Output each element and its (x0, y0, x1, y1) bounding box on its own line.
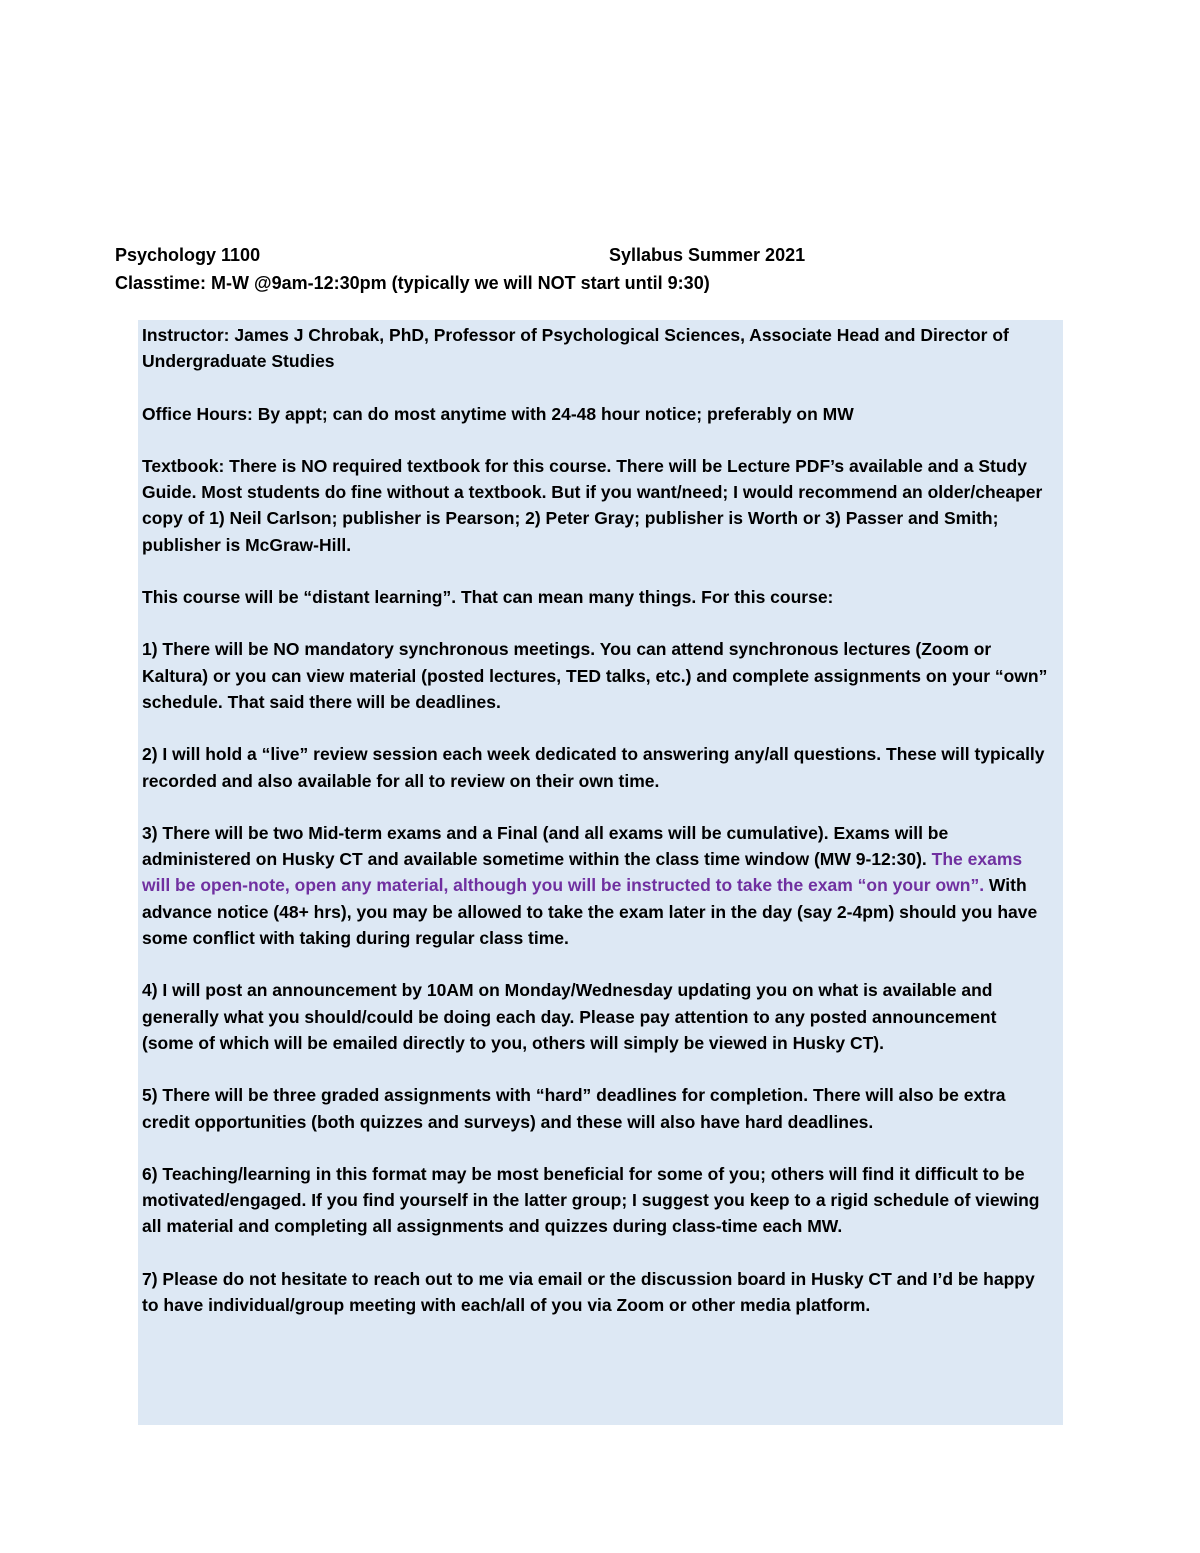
document-header (115, 241, 1065, 297)
policy-item-7: 7) Please do not hesitate to reach out to me via email or the discussion board in Husky CT and I’d be happy to have individual/group meeting with each/all of you via Zoom or other media platform. (142, 1268, 1035, 1316)
header-top-row (115, 241, 1065, 269)
policy-item-4: 4) I will post an announcement by 10AM on Monday/Wednesday updating you on what is available and generally what you should/could be doing each day. Please pay attention to any posted announcement (some of which will be emailed directly to you, others will simply be viewed in Husky CT). (142, 980, 997, 1053)
policy-item-3-text-end: With advance notice (48+ hrs), you may be allowed to take the exam later in the day (say 2-4pm) should you have some conflict with taking during regular class time. (142, 875, 1038, 949)
textbook-paragraph: Textbook: There is NO required textbook for this course. There will be Lecture PDF’s available and a Study Guide. Most students do fine without a textbook. But if you want/need; I would recommend an older/cheaper copy of 1) Neil Carlson; publisher is Pearson; 2) Peter Gray; publisher is Worth or 3) Passer and Smith; publisher is McGraw-Hill. (142, 455, 1043, 555)
syllabus-term: Syllabus Summer 2021 (609, 245, 806, 265)
open-note-exam-notice: The exams will be open-note, open any material, although you will be instructed to take the exam “on your own”. (142, 849, 1023, 896)
policy-item-3-text-start: 3) There will be two Mid-term exams and a Final (and all exams will be cumulative). Exams will be administered on Husky CT and available sometime within the class time window (MW 9-12:30). (142, 822, 949, 870)
course-title: Psychology 1100 (115, 245, 261, 265)
policy-item-2: 2) I will hold a “live” review session each week dedicated to answering any/all questions. These will typically recorded and also available for all to review on their own time. (142, 744, 1045, 791)
office-hours-paragraph: Office Hours: By appt; can do most anytime with 24-48 hour notice; preferably on MW (142, 403, 854, 424)
distance-learning-intro: This course will be “distant learning”. That can mean many things. For this course: (142, 587, 834, 608)
instructor-paragraph: Instructor: James J Chrobak, PhD, Professor of Psychological Sciences, Associate Head and Director of Undergraduate Studies (142, 325, 1009, 372)
policy-item-3 (142, 820, 1049, 951)
policy-item-1: 1) There will be NO mandatory synchronous meetings. You can attend synchronous lectures (Zoom or Kaltura) or you can view material (posted lectures, TED talks, etc.) and complete assignments on your “own” schedule. That said there will be deadlines. (142, 639, 1048, 712)
syllabus-info-box (138, 320, 1063, 1425)
policy-item-6: 6) Teaching/learning in this format may be most beneficial for some of you; others will find it difficult to be motivated/engaged. If you find yourself in the latter group; I suggest you keep to a rigid schedule of viewing all material and completing all assignments and quizzes during class-time each MW. (142, 1163, 1040, 1237)
policy-item-5: 5) There will be three graded assignments with “hard” deadlines for completion. There will also be extra credit opportunities (both quizzes and surveys) and these will also have hard deadlines. (142, 1085, 1006, 1132)
classtime-line: Classtime: M-W @9am-12:30pm (typically we will NOT start until 9:30) (115, 273, 710, 293)
